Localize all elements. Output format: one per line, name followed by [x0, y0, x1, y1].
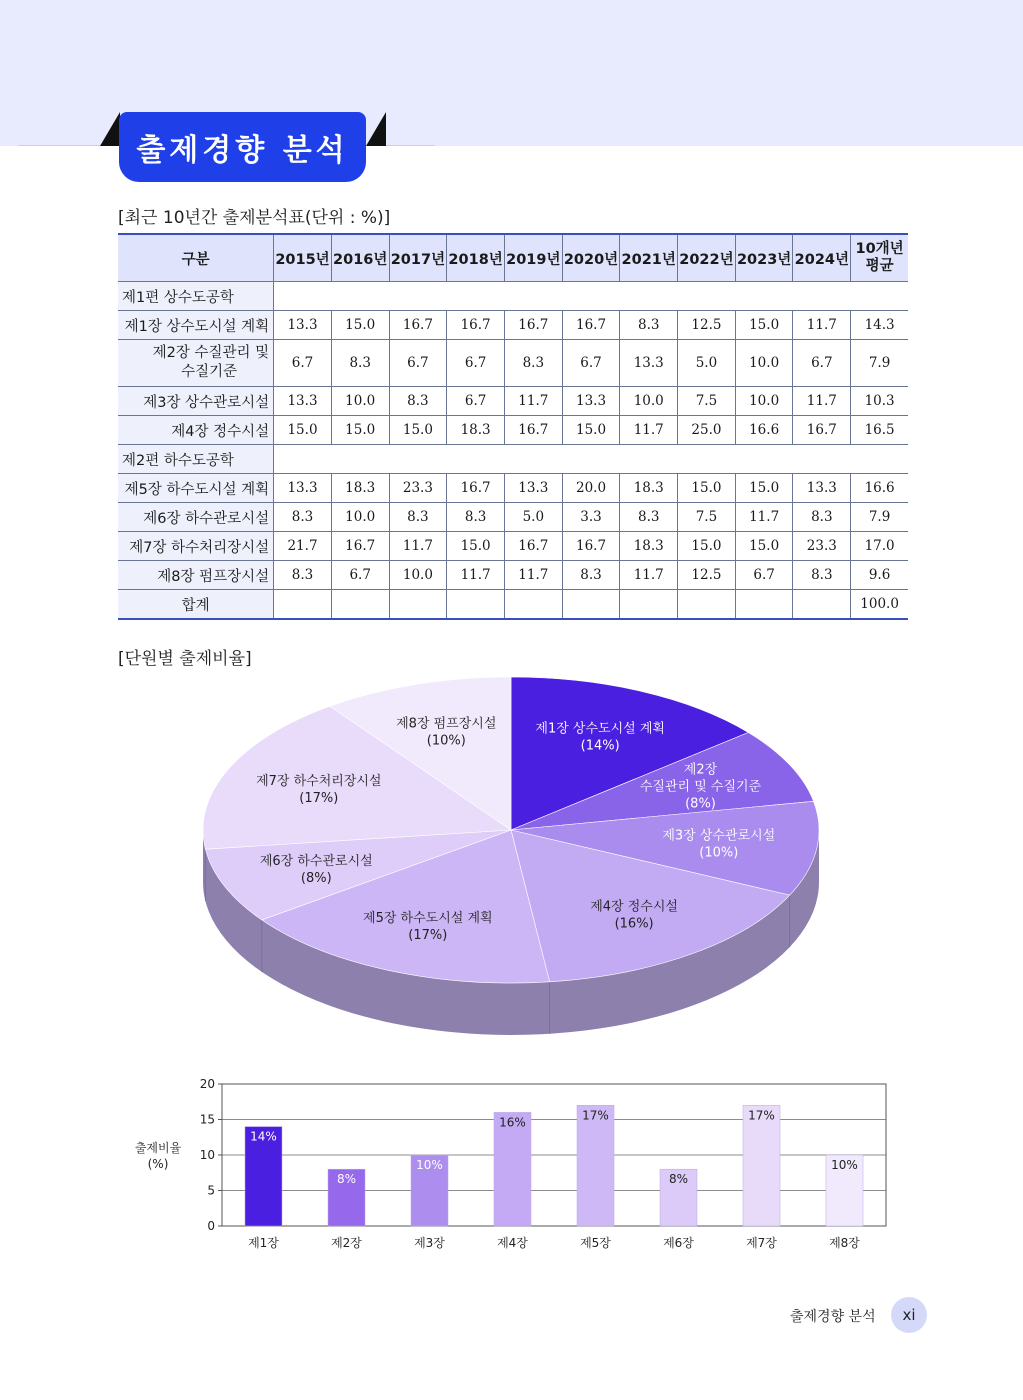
table-cell: 16.6 [735, 416, 793, 445]
header-col-line: 10개년 [855, 241, 904, 257]
table-part-row [118, 282, 908, 311]
pie-label: 제6장 하수관로시설 [259, 853, 373, 869]
table-cell: 13.3 [793, 474, 851, 503]
part-row-fill [274, 282, 908, 311]
table-cell: 11.7 [620, 561, 678, 590]
bar-value-label: 17% [748, 1108, 775, 1123]
table-cell: 15.0 [274, 416, 332, 445]
table-cell: 15.0 [562, 416, 620, 445]
table-cell [331, 590, 389, 620]
table-cell: 10.0 [620, 387, 678, 416]
pie-label: (17%) [299, 791, 339, 807]
table-cell: 10.0 [735, 387, 793, 416]
bar-value-label: 14% [250, 1129, 277, 1144]
table-cell: 12.5 [678, 561, 736, 590]
row-label: 제1편 상수도공학 [118, 282, 274, 311]
pie-label: 제3장 상수관로시설 [662, 828, 776, 844]
table-cell [620, 590, 678, 620]
pie-label: 제1장 상수도시설 계획 [535, 721, 665, 737]
y-tick-label: 15 [199, 1112, 215, 1127]
table-cell: 15.0 [447, 532, 505, 561]
table-cell: 11.7 [735, 503, 793, 532]
header-col: 2019년 [504, 234, 562, 282]
header-col: 2015년 [274, 234, 332, 282]
bar-value-label: 16% [499, 1115, 526, 1130]
table-cell: 15.0 [331, 311, 389, 340]
x-tick-label: 제4장 [497, 1236, 528, 1250]
table-cell: 6.7 [331, 561, 389, 590]
pie-label: 제2장 [683, 762, 718, 778]
row-label: 제5장 하수도시설 계획 [118, 474, 274, 503]
header-col-line: 평균 [865, 258, 894, 274]
table-cell: 8.3 [793, 561, 851, 590]
table-cell: 6.7 [447, 387, 505, 416]
bar [494, 1112, 531, 1226]
table-cell: 11.7 [793, 387, 851, 416]
table-cell [735, 590, 793, 620]
header-col [851, 234, 908, 282]
table-cell: 16.7 [447, 311, 505, 340]
table-cell: 6.7 [447, 340, 505, 387]
table-cell: 8.3 [447, 503, 505, 532]
table-cell [389, 590, 447, 620]
table-cell [274, 590, 332, 620]
pie-label: (14%) [580, 738, 620, 754]
table-cell: 13.3 [562, 387, 620, 416]
pie-caption: [단원별 출제비율] [118, 649, 252, 669]
table-cell: 6.7 [562, 340, 620, 387]
table-cell: 8.3 [620, 311, 678, 340]
table-cell: 16.7 [447, 474, 505, 503]
table-cell: 5.0 [504, 503, 562, 532]
table-cell: 11.7 [447, 561, 505, 590]
row-label: 제2장 수질관리 및 수질기준 [118, 340, 274, 387]
table-cell: 16.7 [504, 532, 562, 561]
y-axis-label: (%) [147, 1157, 169, 1171]
table-cell: 8.3 [389, 503, 447, 532]
table-cell: 16.7 [562, 532, 620, 561]
table-cell: 15.0 [389, 416, 447, 445]
y-tick-label: 10 [199, 1148, 215, 1162]
header-col: 2018년 [447, 234, 505, 282]
header-category: 구분 [118, 234, 274, 282]
table-cell: 10.0 [331, 387, 389, 416]
table-cell: 14.3 [851, 311, 908, 340]
header-col: 2021년 [620, 234, 678, 282]
x-tick-label: 제5장 [580, 1236, 611, 1250]
row-label: 제6장 하수관로시설 [118, 503, 274, 532]
table-cell: 8.3 [389, 387, 447, 416]
table-cell: 100.0 [851, 590, 908, 620]
table-cell: 25.0 [678, 416, 736, 445]
pie-label: 수질관리 및 수질기준 [639, 779, 762, 795]
x-tick-label: 제6장 [663, 1236, 694, 1250]
title-tab-right-ear [366, 112, 386, 146]
table-row [118, 311, 908, 340]
table-cell: 23.3 [793, 532, 851, 561]
exam-analysis-table [118, 233, 908, 620]
pie-label: (8%) [685, 796, 716, 812]
table-cell: 7.5 [678, 387, 736, 416]
table-cell: 8.3 [274, 503, 332, 532]
table-cell: 16.7 [504, 311, 562, 340]
table-cell: 8.3 [793, 503, 851, 532]
table-cell: 11.7 [793, 311, 851, 340]
table-cell: 11.7 [620, 416, 678, 445]
table-cell: 10.0 [331, 503, 389, 532]
table-cell [678, 590, 736, 620]
table-row [118, 561, 908, 590]
table-caption: [최근 10년간 출제분석표(단위 : %)] [118, 208, 391, 228]
pie-chart [0, 660, 1023, 1070]
table-cell: 6.7 [793, 340, 851, 387]
header-col: 2017년 [389, 234, 447, 282]
table-cell [447, 590, 505, 620]
table-cell: 10.3 [851, 387, 908, 416]
table-cell: 18.3 [331, 474, 389, 503]
header-col: 2016년 [331, 234, 389, 282]
x-tick-label: 제1장 [248, 1236, 279, 1250]
table-cell [504, 590, 562, 620]
table-cell: 18.3 [447, 416, 505, 445]
y-tick-label: 5 [207, 1183, 215, 1198]
table-cell: 16.7 [504, 416, 562, 445]
bar-value-label: 17% [582, 1108, 609, 1123]
table-cell: 13.3 [504, 474, 562, 503]
table-cell: 5.0 [678, 340, 736, 387]
pie-label: 제4장 정수시설 [590, 899, 678, 915]
row-label: 제7장 하수처리장시설 [118, 532, 274, 561]
table-cell: 16.7 [562, 311, 620, 340]
x-tick-label: 제2장 [331, 1236, 362, 1250]
table-cell: 15.0 [735, 311, 793, 340]
table-cell: 15.0 [678, 532, 736, 561]
table-cell: 8.3 [331, 340, 389, 387]
table-cell: 7.9 [851, 503, 908, 532]
row-label: 제8장 펌프장시설 [118, 561, 274, 590]
bar [577, 1105, 614, 1226]
table-cell: 16.7 [793, 416, 851, 445]
page-number: xi [891, 1297, 927, 1333]
table-row [118, 474, 908, 503]
pie-label: (10%) [426, 733, 466, 749]
pie-label: (17%) [408, 927, 448, 943]
row-label: 합계 [118, 590, 274, 620]
table-cell: 23.3 [389, 474, 447, 503]
table-cell: 16.7 [331, 532, 389, 561]
table-cell: 15.0 [735, 532, 793, 561]
pie-label: 제8장 펌프장시설 [396, 716, 497, 732]
header-col: 2024년 [793, 234, 851, 282]
table-cell: 21.7 [274, 532, 332, 561]
pie-label: 제5장 하수도시설 계획 [363, 910, 493, 926]
y-tick-label: 0 [207, 1219, 215, 1233]
table-cell: 15.0 [331, 416, 389, 445]
bar-value-label: 8% [668, 1172, 689, 1187]
row-label: 제4장 정수시설 [118, 416, 274, 445]
bar [743, 1105, 780, 1226]
table-cell: 17.0 [851, 532, 908, 561]
table-header-row [118, 234, 908, 282]
table-cell: 10.0 [735, 340, 793, 387]
row-label: 제3장 상수관로시설 [118, 387, 274, 416]
table-cell: 18.3 [620, 474, 678, 503]
table-cell: 18.3 [620, 532, 678, 561]
table-cell: 11.7 [389, 532, 447, 561]
bar-value-label: 8% [336, 1172, 357, 1187]
table-cell: 16.7 [389, 311, 447, 340]
y-axis-label: 출제비율 [134, 1141, 182, 1155]
footer-title: 출제경향 분석 [790, 1309, 876, 1325]
table-cell: 13.3 [274, 474, 332, 503]
table-row [118, 340, 908, 387]
table-cell: 8.3 [504, 340, 562, 387]
header-col: 2023년 [735, 234, 793, 282]
table-cell: 15.0 [678, 474, 736, 503]
table-cell: 20.0 [562, 474, 620, 503]
table-cell: 6.7 [274, 340, 332, 387]
table-cell [793, 590, 851, 620]
table-row [118, 590, 908, 620]
pie-label: 제7장 하수처리장시설 [256, 774, 382, 790]
table-cell: 8.3 [274, 561, 332, 590]
table-cell: 6.7 [389, 340, 447, 387]
table-cell: 13.3 [620, 340, 678, 387]
part-row-fill [274, 445, 908, 474]
table-cell [562, 590, 620, 620]
page-title: 출제경향 분석 [119, 112, 366, 182]
row-label: 제2편 하수도공학 [118, 445, 274, 474]
header-col: 2022년 [678, 234, 736, 282]
table-cell: 16.5 [851, 416, 908, 445]
table-cell: 11.7 [504, 387, 562, 416]
y-tick-label: 20 [199, 1077, 215, 1091]
table-cell: 8.3 [562, 561, 620, 590]
table-body [118, 282, 908, 620]
table-part-row [118, 445, 908, 474]
x-tick-label: 제3장 [414, 1236, 445, 1250]
table-cell: 11.7 [504, 561, 562, 590]
bar-value-label: 10% [416, 1158, 443, 1172]
header-col: 2020년 [562, 234, 620, 282]
table-cell: 9.6 [851, 561, 908, 590]
table-row [118, 532, 908, 561]
table-row [118, 503, 908, 532]
table-cell: 7.5 [678, 503, 736, 532]
table-cell: 3.3 [562, 503, 620, 532]
table-cell: 8.3 [620, 503, 678, 532]
bar-value-label: 10% [831, 1158, 858, 1172]
table-cell: 12.5 [678, 311, 736, 340]
bar-chart [0, 1070, 1023, 1260]
title-tab-left-ear [100, 112, 120, 146]
table-row [118, 387, 908, 416]
row-label: 제1장 상수도시설 계획 [118, 311, 274, 340]
pie-label: (10%) [699, 845, 739, 861]
x-tick-label: 제7장 [746, 1236, 777, 1250]
table-cell: 10.0 [389, 561, 447, 590]
table-cell: 6.7 [735, 561, 793, 590]
table-row [118, 416, 908, 445]
table-cell: 16.6 [851, 474, 908, 503]
table-cell: 15.0 [735, 474, 793, 503]
pie-label: (8%) [300, 870, 332, 886]
table-cell: 13.3 [274, 311, 332, 340]
table-cell: 13.3 [274, 387, 332, 416]
table-cell: 7.9 [851, 340, 908, 387]
pie-label: (16%) [614, 916, 654, 932]
x-tick-label: 제8장 [829, 1236, 860, 1250]
